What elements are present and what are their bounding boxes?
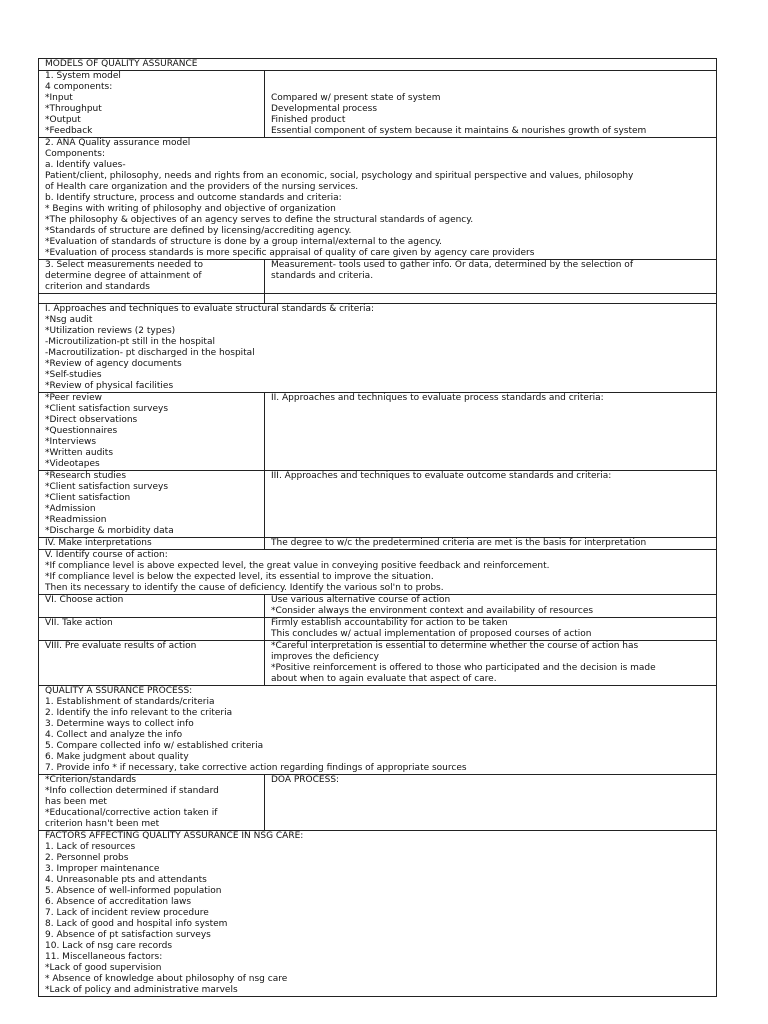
text-line: III. Approaches and techniques to evaluate outcome standards and criteria:: [271, 471, 612, 481]
text-line: *If compliance level is below the expected level, its essential to improve the situation.: [45, 572, 434, 582]
take-action-definition: [265, 618, 717, 641]
outcome-heading: [265, 471, 717, 538]
text-line: VI. Choose action: [45, 595, 124, 605]
system-model-row: [39, 71, 717, 138]
qa-process-cell: [39, 686, 717, 775]
text-line: 7. Provide info * if necessary, take corrective action regarding findings of appropriate sources: [45, 763, 467, 773]
text-line: 5. Absence of well-informed population: [45, 886, 222, 896]
text-line: 1. System model: [45, 71, 121, 81]
text-line: *The philosophy & objectives of an agency serves to define the structural standards of agency.: [45, 215, 474, 225]
interpretations-definition: The degree to w/c the predetermined criteria are met is the basis for interpretation: [265, 538, 717, 550]
text-line: 1. Establishment of standards/criteria: [45, 697, 215, 707]
measurements-row: [39, 260, 717, 294]
text-line: Developmental process: [271, 104, 378, 114]
empty-cell-right: [265, 294, 717, 304]
text-line: Compared w/ present state of system: [271, 93, 441, 103]
text-line: Components:: [45, 149, 105, 159]
text-line: * Absence of knowledge about philosophy of nsg care: [45, 974, 288, 984]
text-line: Firmly establish accountability for action to be taken: [271, 618, 508, 628]
text-line: This concludes w/ actual implementation of proposed courses of action: [271, 629, 592, 639]
text-line: *Careful interpretation is essential to determine whether the course of action has: [271, 641, 639, 651]
text-line: criterion and standards: [45, 282, 150, 292]
text-line: Measurement- tools used to gather info. Or data, determined by the selection of: [271, 260, 633, 270]
take-action-step: [39, 618, 265, 641]
text-line: 2. ANA Quality assurance model: [45, 138, 191, 148]
text-line: 2. Personnel probs: [45, 853, 129, 863]
text-line: *Input: [45, 93, 73, 103]
text-line: 4. Unreasonable pts and attendants: [45, 875, 207, 885]
text-line: 4. Collect and analyze the info: [45, 730, 183, 740]
text-line: Then its necessary to identify the cause of deficiency. Identify the various sol'n to probs.: [45, 583, 444, 593]
pre-evaluate-row: [39, 641, 717, 686]
text-line: of Health care organization and the providers of the nursing services.: [45, 182, 359, 192]
text-line: 3. Improper maintenance: [45, 864, 160, 874]
text-line: 1. Lack of resources: [45, 842, 136, 852]
text-line: *Review of physical facilities: [45, 381, 174, 391]
text-line: 3. Determine ways to collect info: [45, 719, 194, 729]
text-line: *Throughput: [45, 104, 102, 114]
process-heading: [265, 393, 717, 471]
text-line: 6. Make judgment about quality: [45, 752, 189, 762]
interpretations-row: [39, 538, 717, 550]
text-line: *Written audits: [45, 448, 114, 458]
text-line: *Output: [45, 115, 81, 125]
text-line: FACTORS AFFECTING QUALITY ASSURANCE IN NSG CARE:: [45, 831, 304, 841]
text-line: *Consider always the environment context and availability of resources: [271, 606, 594, 616]
text-line: *Videotapes: [45, 459, 100, 469]
text-line: DOA PROCESS:: [271, 775, 340, 785]
text-line: *Self-studies: [45, 370, 102, 380]
text-line: *Utilization reviews (2 types): [45, 326, 176, 336]
system-model-components: [39, 71, 265, 138]
text-line: Essential component of system because it maintains & nourishes growth of system: [271, 126, 647, 136]
text-line: improves the deficiency: [271, 652, 379, 662]
text-line: 3. Select measurements needed to: [45, 260, 204, 270]
text-line: b. Identify structure, process and outcome standards and criteria:: [45, 193, 342, 203]
text-line: *Peer review: [45, 393, 103, 403]
text-line: has been met: [45, 797, 107, 807]
text-line: 5. Compare collected info w/ established criteria: [45, 741, 264, 751]
text-line: * Begins with writing of philosophy and objective of organization: [45, 204, 336, 214]
text-line: I. Approaches and techniques to evaluate structural standards & criteria:: [45, 304, 375, 314]
text-line: *Criterion/standards: [45, 775, 137, 785]
text-line: *Review of agency documents: [45, 359, 182, 369]
pre-evaluate-step: [39, 641, 265, 686]
title-row: [39, 59, 717, 71]
quality-assurance-table: [38, 58, 717, 997]
pre-evaluate-definition: [265, 641, 717, 686]
text-line: criterion hasn't been met: [45, 819, 160, 829]
system-model-descriptions: [265, 71, 717, 138]
outcome-row: [39, 471, 717, 538]
text-line: 10. Lack of nsg care records: [45, 941, 173, 951]
empty-row: [39, 294, 717, 304]
choose-action-definition: [265, 595, 717, 618]
text-line: *Feedback: [45, 126, 93, 136]
course-of-action-cell: [39, 550, 717, 595]
text-line: -Macroutilization- pt discharged in the hospital: [45, 348, 255, 358]
text-line: *Nsg audit: [45, 315, 93, 325]
text-line: *Lack of good supervision: [45, 963, 162, 973]
title-cell: MODELS OF QUALITY ASSURANCE: [39, 59, 717, 71]
choose-action-step: [39, 595, 265, 618]
text-line: QUALITY A SSURANCE PROCESS:: [45, 686, 193, 696]
text-line: *Research studies: [45, 471, 127, 481]
text-line: Use various alternative course of action: [271, 595, 451, 605]
text-line: *Educational/corrective action taken if: [45, 808, 218, 818]
text-line: *Client satisfaction: [45, 493, 131, 503]
text-line: *If compliance level is above expected level, the great value in conveying positive feedback and reinforcement.: [45, 561, 550, 571]
text-line: *Discharge & morbidity data: [45, 526, 174, 536]
text-line: standards and criteria.: [271, 271, 374, 281]
doa-row: [39, 775, 717, 831]
factors-cell: [39, 831, 717, 997]
text-line: *Evaluation of process standards is more specific appraisal of quality of care given by agency care providers: [45, 248, 535, 258]
outcome-techniques: [39, 471, 265, 538]
take-action-row: [39, 618, 717, 641]
text-line: 8. Lack of good and hospital info system: [45, 919, 228, 929]
text-line: a. Identify values-: [45, 160, 126, 170]
measurements-step: [39, 260, 265, 294]
ana-model-row: [39, 138, 717, 260]
interpretations-step: IV. Make interpretations: [39, 538, 265, 550]
text-line: [271, 71, 716, 82]
text-line: *Lack of policy and administrative marvels: [45, 985, 238, 995]
text-line: 2. Identify the info relevant to the criteria: [45, 708, 233, 718]
doa-heading: [265, 775, 717, 831]
course-of-action-row: [39, 550, 717, 595]
text-line: *Readmission: [45, 515, 107, 525]
text-line: Patient/client, philosophy, needs and rights from an economic, social, psychology and spiritual perspective and values, philosophy: [45, 171, 634, 181]
qa-process-row: [39, 686, 717, 775]
text-line: *Interviews: [45, 437, 97, 447]
text-line: *Evaluation of standards of structure is done by a group internal/external to the agency.: [45, 237, 443, 247]
text-line: II. Approaches and techniques to evaluate process standards and criteria:: [271, 393, 604, 403]
ana-model-cell: [39, 138, 717, 260]
structural-row: [39, 304, 717, 393]
text-line: *Questionnaires: [45, 426, 118, 436]
text-line: VIII. Pre evaluate results of action: [45, 641, 197, 651]
process-techniques: [39, 393, 265, 471]
text-line: -Microutilization-pt still in the hospital: [45, 337, 215, 347]
text-line: about when to again evaluate that aspect of care.: [271, 674, 497, 684]
text-line: *Positive reinforcement is offered to those who participated and the decision is made: [271, 663, 656, 673]
doa-items: [39, 775, 265, 831]
text-line: Finished product: [271, 115, 346, 125]
structural-cell: [39, 304, 717, 393]
text-line: *Direct observations: [45, 415, 138, 425]
factors-row: [39, 831, 717, 997]
text-line: determine degree of attainment of: [45, 271, 202, 281]
text-line: *Client satisfaction surveys: [45, 404, 169, 414]
text-line: 7. Lack of incident review procedure: [45, 908, 209, 918]
text-line: 6. Absence of accreditation laws: [45, 897, 192, 907]
text-line: 4 components:: [45, 82, 113, 92]
measurements-definition: [265, 260, 717, 294]
text-line: 11. Miscellaneous factors:: [45, 952, 163, 962]
text-line: *Standards of structure are defined by licensing/accrediting agency.: [45, 226, 352, 236]
text-line: *Admission: [45, 504, 96, 514]
text-line: V. Identify course of action:: [45, 550, 168, 560]
text-line: [271, 82, 716, 93]
text-line: *Client satisfaction surveys: [45, 482, 169, 492]
text-line: 9. Absence of pt satisfaction surveys: [45, 930, 211, 940]
text-line: *Info collection determined if standard: [45, 786, 219, 796]
process-row: [39, 393, 717, 471]
text-line: VII. Take action: [45, 618, 113, 628]
empty-cell-left: [39, 294, 265, 304]
choose-action-row: [39, 595, 717, 618]
